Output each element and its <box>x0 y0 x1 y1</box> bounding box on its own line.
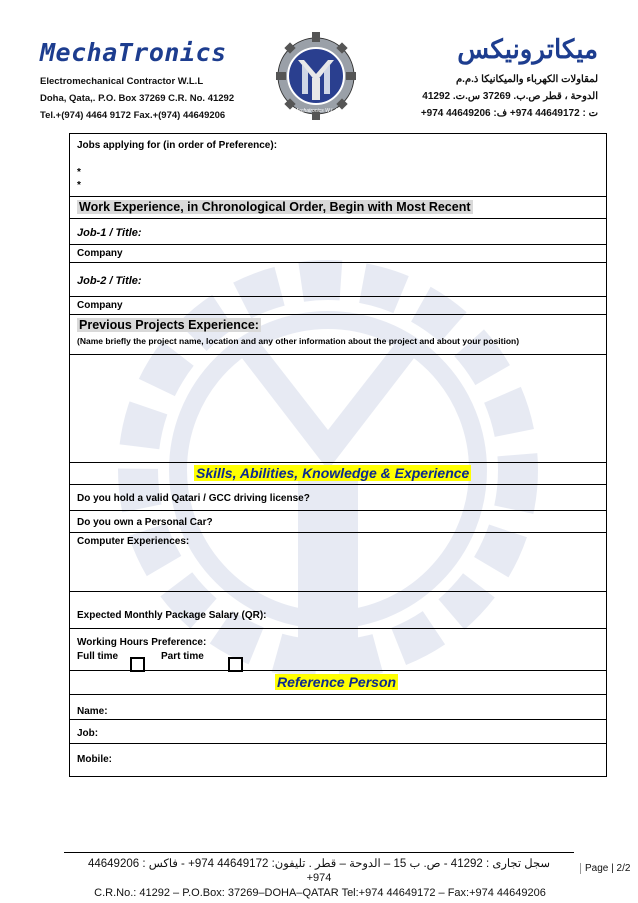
part-time-label: Part time <box>161 651 204 662</box>
salary-row[interactable] <box>70 592 606 629</box>
work-experience-heading: Work Experience, in Chronological Order, Begin with Most Recent <box>79 200 471 214</box>
driving-license-row[interactable] <box>70 485 606 511</box>
company-description-ar: لمقاولات الكهرباء والميكانيكا ذ.م.م <box>455 74 598 85</box>
ref-mobile-label: Mobile: <box>77 754 112 765</box>
computer-experience-row[interactable] <box>70 533 606 592</box>
company-description: Electromechanical Contractor W.L.L <box>40 76 204 87</box>
jobs-applying-row <box>70 134 606 197</box>
application-form <box>69 133 607 777</box>
job1-title-row[interactable] <box>70 219 606 245</box>
company1-row[interactable] <box>70 245 606 263</box>
salary-label: Expected Monthly Package Salary (QR): <box>77 610 267 621</box>
personal-car-row[interactable] <box>70 511 606 533</box>
footer-arabic: سجل تجارى : 41292 - ص. ب 15 – الدوحة – قطر . تليفون: 44649172 974+ - فاكس : 44649206 <box>87 858 551 870</box>
company-name-en: MechaTronics <box>40 38 227 67</box>
driving-license-label: Do you hold a valid Qatari / GCC driving license? <box>77 493 310 504</box>
full-time-checkbox[interactable] <box>130 657 145 672</box>
preference-bullet-1[interactable]: * <box>77 167 81 178</box>
ref-mobile-row[interactable] <box>70 744 606 776</box>
personal-car-label: Do you own a Personal Car? <box>77 517 213 528</box>
working-hours-row <box>70 629 606 671</box>
footer-divider <box>64 852 574 853</box>
reference-heading-row <box>70 671 606 695</box>
company2-row[interactable] <box>70 297 606 315</box>
preference-bullet-2[interactable]: * <box>77 180 81 191</box>
jobs-applying-label: Jobs applying for (in order of Preference): <box>77 140 278 151</box>
company-name-ar: ميكاترونيكس <box>457 34 598 64</box>
company-logo-icon <box>276 30 356 122</box>
job2-title-label: Job-2 / Title: <box>77 275 142 287</box>
skills-heading: Skills, Abilities, Knowledge & Experience <box>196 465 470 481</box>
reference-heading: Reference Person <box>277 674 397 690</box>
ref-name-row[interactable] <box>70 695 606 720</box>
projects-heading: Previous Projects Experience: <box>79 318 259 332</box>
computer-experience-label: Computer Experiences: <box>77 536 190 547</box>
full-time-label: Full time <box>77 651 119 662</box>
logo-text: Mechatronics W.L.L <box>294 108 338 114</box>
projects-input-area[interactable] <box>70 355 606 463</box>
job1-title-label: Job-1 / Title: <box>77 227 142 239</box>
ref-name-label: Name: <box>77 706 108 717</box>
company2-label: Company <box>77 300 123 311</box>
page-number: Page | 2/2 <box>580 863 630 874</box>
skills-heading-row <box>70 463 606 485</box>
footer-english: C.R.No.: 41292 – P.O.Box: 37269–DOHA–QATAR Tel:+974 44649172 – Fax:+974 44649206 <box>94 887 546 899</box>
company-contact-ar: ت : 44649172 974+ ف: 44649206 974+ <box>420 108 598 119</box>
job2-title-row[interactable] <box>70 263 606 297</box>
footer-arabic-code: +974 <box>306 872 332 884</box>
company-address-ar: الدوحة ، قطر ص.ب. 37269 س.ت. 41292 <box>422 91 598 102</box>
part-time-checkbox[interactable] <box>228 657 243 672</box>
projects-heading-row <box>70 315 606 355</box>
working-hours-label: Working Hours Preference: <box>77 637 207 648</box>
projects-note: (Name briefly the project name, location and any other information about the project and about your position) <box>77 336 520 346</box>
ref-job-label: Job: <box>77 728 99 739</box>
ref-job-row[interactable] <box>70 720 606 744</box>
company-address: Doha, Qata,. P.O. Box 37269 C.R. No. 41292 <box>40 93 235 104</box>
company1-label: Company <box>77 248 123 259</box>
work-experience-heading-row <box>70 197 606 219</box>
company-contact: Tel.+(974) 4464 9172 Fax.+(974) 44649206 <box>40 110 226 121</box>
